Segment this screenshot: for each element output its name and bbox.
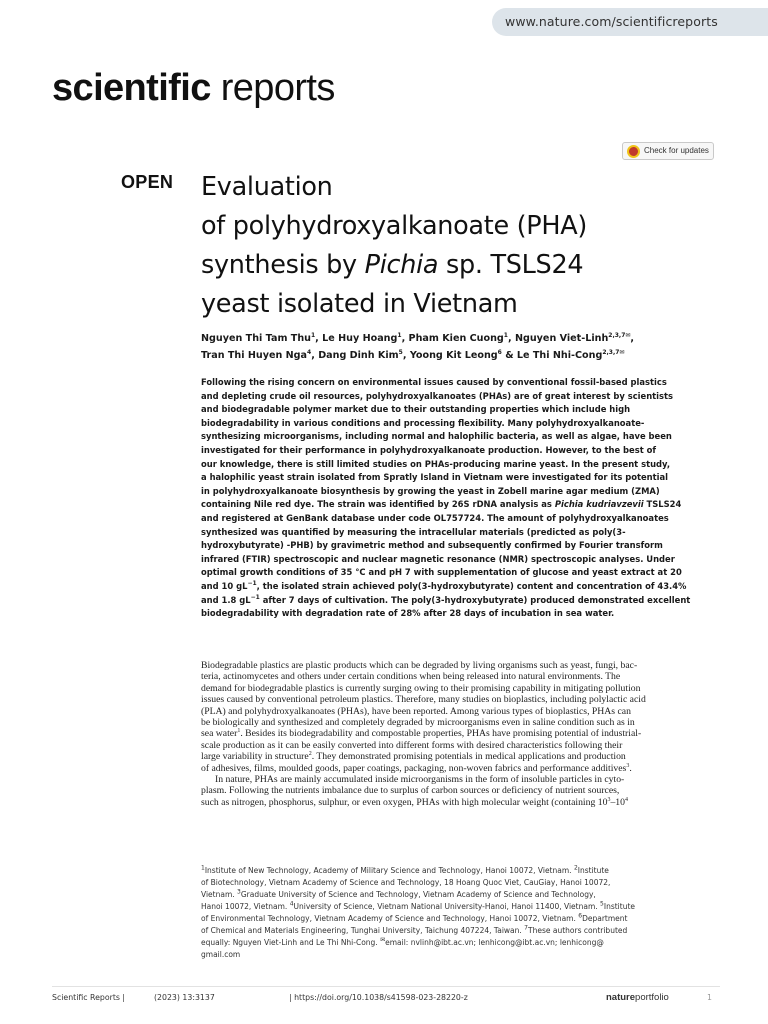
abstract-line: and 10 $gL^{-1}$, the isolated strain achieved poly(3-hydroxybutyrate) content and concentration of 43.4% bbox=[201, 580, 687, 591]
author-line: Nguyen Thi Tam Thu$^1$, Le Huy Hoang$^1$, Pham Kien Cuong$^1$, Nguyen Viet-Linh$^{2,3,7✉}$, bbox=[201, 331, 635, 344]
abstract-line: and depleting crude oil resources, polyhydroxyalkanoates (PHAs) are of great interest by scientists bbox=[201, 390, 674, 401]
body-line: demand for biodegradable plastics is currently surging owing to their promising capability in mitigating pollution bbox=[201, 682, 641, 694]
check-for-updates-button[interactable] bbox=[622, 142, 714, 160]
page-number: 1 bbox=[707, 993, 712, 1002]
affiliation-line: gmail.com bbox=[201, 950, 241, 959]
abstract-line: investigated for their performance in polyhydroxyalkanoate production. However, to the best of bbox=[201, 444, 657, 455]
abstract-line: and biodegradable polymer market due to their outstanding properties which include high bbox=[201, 404, 631, 415]
title-line: yeast isolated in Vietnam bbox=[201, 289, 518, 319]
affiliation-line: Vietnam. $^3$Graduate University of Science and Technology, Vietnam Academy of Science and Technology, bbox=[201, 888, 596, 899]
abstract-line: our knowledge, there is still limited studies on PHAs-producing marine yeast. In the present study, bbox=[201, 458, 671, 469]
abstract bbox=[201, 376, 721, 621]
open-access-label: OPEN bbox=[121, 172, 174, 192]
abstract-line: infrared (FTIR) spectroscopic and nuclear magnetic resonance (NMR) spectroscopic analyses. Under bbox=[201, 553, 675, 564]
affiliation-line: of Biotechnology, Vietnam Academy of Science and Technology, 18 Hoang Quoc Viet, CauGiay, Hanoi 10072, bbox=[201, 878, 611, 887]
title-line: of polyhydroxyalkanoate (PHA) bbox=[201, 211, 588, 241]
abstract-line: and 1.8 $gL^{-1}$ after 7 days of cultivation. The poly(3-hydroxybutyrate) produced demonstrated excellent bbox=[201, 593, 691, 605]
top-bar bbox=[0, 0, 768, 44]
check-for-updates-label: Check for updates bbox=[644, 146, 709, 155]
publisher-logo-light: portfolio bbox=[635, 992, 669, 1003]
publisher-logo-bold: nature bbox=[606, 992, 636, 1003]
title-line: synthesis by Pichia sp. TSLS24 bbox=[201, 250, 584, 280]
abstract-line: synthesizing microorganisms, including normal and halophilic bacteria, as well as algae, have been bbox=[201, 431, 672, 442]
abstract-line: biodegradability in various conditions and processing flexibility. Many polyhydroxyalkanoate- bbox=[201, 417, 645, 428]
title-line: Evaluation bbox=[201, 172, 333, 202]
body-line: scale production as it can be easily converted into different forms with desired characteristics following their bbox=[201, 739, 623, 751]
body-line: issues caused by conventional petroleum plastics. Therefore, many studies on bioplastics, including polylactic acid bbox=[201, 694, 646, 706]
abstract-line: biodegradability with degradation rate of 28% after 28 days of incubation in sea water. bbox=[201, 608, 615, 619]
affiliation-line: $^1$Institute of New Technology, Academy of Military Science and Technology, Hanoi 10072, Vietnam. $^2$Institute bbox=[201, 864, 609, 875]
body-text bbox=[201, 660, 715, 808]
abstract-line: optimal growth conditions of 35 °C and pH 7 with supplementation of glucose and yeast extract at 20 bbox=[201, 567, 682, 578]
journal-logo-word1: scientific bbox=[52, 67, 211, 109]
body-line: plasm. Following the nutrients imbalance due to surplus of carbon sources or deficiency of nutrient sources, bbox=[201, 785, 620, 797]
footer-divider bbox=[52, 986, 720, 987]
journal-url-link[interactable]: www.nature.com/scientificreports bbox=[492, 8, 768, 36]
abstract-line: containing Nile red dye. The strain was identified by 26S rDNA analysis as Pichia kudriavzevii TSLS24 bbox=[201, 499, 682, 510]
body-line: In nature, PHAs are mainly accumulated inside microorganisms in the form of insoluble particles in cyto- bbox=[215, 774, 625, 786]
footer-doi-link[interactable]: | https://doi.org/10.1038/s41598-023-28220-z bbox=[289, 993, 468, 1002]
publisher-logo bbox=[606, 991, 669, 1005]
affiliation-line: equally: Nguyen Viet-Linh and Le Thi Nhi-Cong. ✉email: nvlinh@ibt.ac.vn; lenhicong@ibt.ac.vn; lenhicong@ bbox=[201, 936, 604, 947]
footer-citation: (2023) 13:3137 bbox=[154, 993, 215, 1002]
abstract-line: Following the rising concern on environmental issues caused by conventional fossil-based plastics bbox=[201, 377, 667, 387]
affiliation-line: of Environmental Technology, Vietnam Academy of Science and Technology, Hanoi 10072, Vietnam. $^6$Department bbox=[201, 912, 628, 923]
abstract-line: in polyhydroxyalkanoate biosynthesis by growing the yeast in Zobell marine agar medium (ZMA) bbox=[201, 485, 660, 496]
body-line: large variability in structure$^2$. They demonstrated promising potentials in medical applications and production bbox=[201, 751, 626, 763]
author-list bbox=[201, 330, 671, 364]
body-line: be biologically and synthesized and completely degraded by microorganisms even in saline condition such as in bbox=[201, 717, 635, 729]
affiliation-line: of Chemical and Materials Engineering, Tunghai University, Taichung 407224, Taiwan. $^7$These authors contributed bbox=[201, 924, 628, 935]
affiliations bbox=[201, 865, 721, 961]
crossmark-icon bbox=[627, 145, 640, 158]
body-line: such as nitrogen, phosphorus, sulphur, or even oxygen, PHAs with high molecular weight (containing $10^3-10^4$ bbox=[201, 796, 628, 808]
abstract-line: hydroxybutyrate) -PHB) by gravimetric method and subsequently confirmed by Fourier transform bbox=[201, 540, 663, 551]
journal-logo-word2: reports bbox=[220, 67, 335, 109]
abstract-line: synthesized was quantified by measuring the intracellular materials (predicted as poly(3- bbox=[201, 526, 626, 537]
journal-logo[interactable] bbox=[52, 66, 335, 110]
body-line: of adhesives, films, moulded goods, paper coatings, packaging, non-woven fabrics and performance additives$^3$. bbox=[201, 762, 632, 774]
body-line: (PLA) and polyhydroxyalkanoates (PHAs), have been reported. Among various types of bioplastics, PHAs can bbox=[201, 705, 631, 717]
footer-journal: Scientific Reports | bbox=[52, 993, 126, 1002]
abstract-line: and registered at GenBank database under code OL757724. The amount of polyhydroxyalkanoates bbox=[201, 512, 669, 523]
affiliation-line: Hanoi 10072, Vietnam. $^4$University of Science, Vietnam National University-Hanoi, Hanoi 11400, Vietnam. $^5$Institute bbox=[201, 900, 636, 911]
body-line: Biodegradable plastics are plastic products which can be degraded by living organisms such as yeast, fungi, bac- bbox=[201, 660, 638, 671]
body-line: teria, actinomycetes and others under certain conditions when being released into natural environments. The bbox=[201, 671, 621, 683]
article-title bbox=[201, 168, 701, 324]
body-line: sea water$^1$. Besides its biodegradability and compostable properties, PHAs have promising potential of industrial- bbox=[201, 728, 642, 740]
page-footer bbox=[52, 991, 720, 1005]
author-line: Tran Thi Huyen Nga$^4$, Dang Dinh Kim$^5$, Yoong Kit Leong$^6$ & Le Thi Nhi-Cong$^{2,3,7✉}$ bbox=[201, 348, 625, 361]
abstract-line: a halophilic yeast strain isolated from Spratly Island in Vietnam were investigated for its potential bbox=[201, 472, 669, 483]
